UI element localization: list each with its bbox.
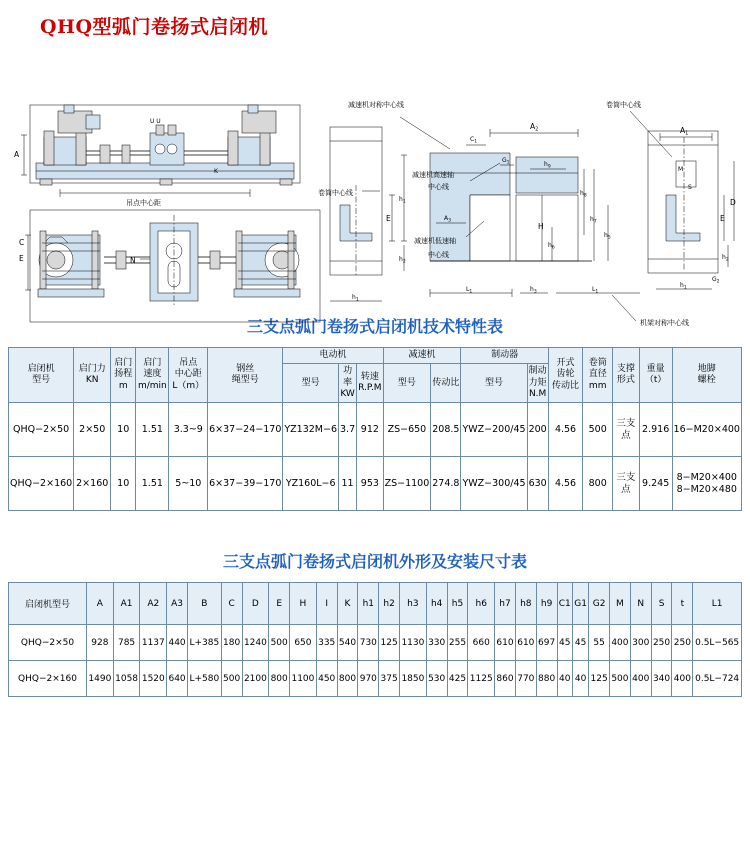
cell-b: L+580 [187,661,221,697]
spec-table-wrap [0,347,750,511]
middle-section-view [318,100,640,303]
label-frame-symmetry-centerline: 机架对称中心线 [640,319,689,327]
cell-h8: 610 [515,625,536,661]
col-reducer-ratio: 传动比 [431,364,461,403]
cell-t: 250 [672,625,693,661]
dim-e-left: E [19,254,24,263]
spacer [0,511,750,535]
cell-h1: 730 [358,625,379,661]
left-side-views [19,210,320,322]
cell-a: 928 [87,625,114,661]
cell-h9: 697 [536,625,557,661]
dim-h2-mid: $h_2$ [399,256,406,265]
dims-col-i: I [316,583,337,625]
dims-col-a2: A2 [140,583,167,625]
dims-col-h1: h1 [358,583,379,625]
cell-l1: 0.5L−724 [693,661,742,697]
col-brake-model: 型号 [461,364,527,403]
cell-e: 800 [269,661,290,697]
col-stroke: 启门 扬程 m [111,348,136,403]
dims-col-c1: C1 [557,583,572,625]
dims-col-model: 启闭机型号 [9,583,87,625]
cell-m: 400 [610,625,631,661]
table-row [9,457,742,511]
col-motor-group: 电动机 [283,348,383,364]
cell-hoist-center: 3.3~9 [169,403,208,457]
cell-brake-torque: 200 [527,403,548,457]
cell-a1: 1058 [113,661,140,697]
cell-a3: 440 [167,625,188,661]
dims-table-body [9,625,742,697]
dim-d-right: D [730,198,736,207]
cell-a2: 1520 [140,661,167,697]
cell-force: 2×50 [74,403,111,457]
col-motor-model: 型号 [283,364,339,403]
cell-s: 340 [651,661,672,697]
cell-weight: 9.245 [639,457,672,511]
cell-d: 1240 [242,625,269,661]
dim-a1: $A_1$ [680,126,689,137]
cell-h: 1100 [290,661,317,697]
dims-table-wrap [0,582,750,697]
dim-c1: $C_1$ [470,136,478,145]
dim-g1: $G_1$ [502,157,510,166]
dims-col-g1: G1 [573,583,589,625]
dim-s: S [688,184,692,191]
cell-force: 2×160 [74,457,111,511]
cell-open-gear-ratio: 4.56 [548,457,583,511]
cell-g1: 40 [573,661,589,697]
col-open-gear-ratio: 开式 齿轮 传动比 [548,348,583,403]
cell-b: L+385 [187,625,221,661]
label-drum-centerline-right: 卷筒中心线 [606,101,641,109]
dims-col-h4: h4 [426,583,447,625]
cell-h3: 1130 [400,625,427,661]
dims-table-head [9,583,742,625]
dim-e-right: E [720,214,725,223]
dims-col-e: E [269,583,290,625]
dim-a-left: A [14,150,20,159]
col-hoist-center: 吊点 中心距 L（m） [169,348,208,403]
cell-reducer-model: ZS−650 [383,403,431,457]
col-rope-model: 钢丝 绳型号 [208,348,283,403]
dim-a2: $A_2$ [530,122,539,133]
dims-table [8,582,742,697]
spec-table-title: 三支点弧门卷扬式启闭机技术特性表 [246,317,503,336]
col-motor-power: 功率 KW [339,364,357,403]
cell-speed: 1.51 [136,457,169,511]
cell-weight: 2.916 [639,403,672,457]
page-title: QHQ型弧门卷扬式启闭机 [40,16,269,38]
label-reducer-lowspeed-shaft-2: 中心线 [428,251,449,259]
cell-motor-power: 3.7 [339,403,357,457]
cell-brake-torque: 630 [527,457,548,511]
cell-a2: 1137 [140,625,167,661]
cell-h9: 880 [536,661,557,697]
col-model: 启闭机 型号 [9,348,74,403]
col-drum-dia: 卷筒 直径 mm [583,348,613,403]
col-force: 启门力 KN [74,348,111,403]
dims-col-h9: h9 [536,583,557,625]
cell-a3: 640 [167,661,188,697]
cell-h5: 425 [447,661,468,697]
col-support-type: 支撑 形式 [613,348,640,403]
cell-s: 250 [651,625,672,661]
cell-h2: 375 [379,661,400,697]
dims-col-h6: h6 [468,583,495,625]
dim-a3: $A_3$ [444,215,451,224]
dims-header-row [9,583,742,625]
dim-h7: $h_7$ [590,216,597,225]
cell-stroke: 10 [111,457,136,511]
spec-table [8,347,742,511]
cell-c1: 45 [557,625,572,661]
cell-k: 540 [337,625,358,661]
cell-c1: 40 [557,661,572,697]
dims-col-h8: h8 [515,583,536,625]
cell-h5: 255 [447,625,468,661]
cell-anchor-bolt: 8−M20×400 8−M20×480 [672,457,741,511]
col-brake-group: 制动器 [461,348,548,364]
cell-h4: 330 [426,625,447,661]
label-drum-centerline: 卷筒中心线 [318,189,353,197]
cell-e: 500 [269,625,290,661]
dims-col-n: N [630,583,651,625]
cell-brake-model: YWZ−300/45 [461,457,527,511]
cell-anchor-bolt: 16−M20×400 [672,403,741,457]
table-row [9,625,742,661]
dims-col-h2: h2 [379,583,400,625]
dims-col-h3: h3 [400,583,427,625]
cell-motor-power: 11 [339,457,357,511]
cell-drum-dia: 500 [583,403,613,457]
dim-c-left: C [19,238,25,247]
cell-model: QHQ−2×50 [9,403,74,457]
cell-h6: 1125 [468,661,495,697]
dim-h1-bottom: $h_1$ [352,294,359,303]
table-row [9,403,742,457]
cell-g2: 55 [589,625,610,661]
spec-table-head [9,348,742,403]
cell-support-type: 三支点 [613,403,640,457]
dim-h9: $h_9$ [544,161,551,170]
cell-n: 400 [630,661,651,697]
col-speed: 启门 速度 m/min [136,348,169,403]
cell-rope-model: 6×37−39−170 [208,457,283,511]
cell-reducer-ratio: 208.5 [431,403,461,457]
label-hoist-center-distance: 吊点中心距 [126,199,161,207]
col-anchor-bolt: 地脚 螺栓 [672,348,741,403]
dims-col-b: B [187,583,221,625]
dims-col-a1: A1 [113,583,140,625]
cell-reducer-model: ZS−1100 [383,457,431,511]
cell-h7: 860 [495,661,516,697]
dim-g2: $G_2$ [712,276,720,285]
col-weight: 重量 （t） [639,348,672,403]
dim-h1-mid: $h_1$ [399,196,406,205]
dims-col-g2: G2 [589,583,610,625]
cell-stroke: 10 [111,403,136,457]
dims-col-h5: h5 [447,583,468,625]
dims-col-t: t [672,583,693,625]
cell-model: QHQ−2×50 [9,625,87,661]
dim-h8: $h_8$ [580,190,587,199]
cell-h: 650 [290,625,317,661]
label-k-small: K [214,168,218,175]
dims-col-k: K [337,583,358,625]
dim-m: M [678,166,684,173]
label-reducer-symmetry-centerline: 减速机对称中心线 [348,101,404,109]
dim-h5: $h_5$ [604,232,611,241]
dims-col-a3: A3 [167,583,188,625]
cell-motor-model: YZ160L−6 [283,457,339,511]
cell-brake-model: YWZ−200/45 [461,403,527,457]
cell-open-gear-ratio: 4.56 [548,403,583,457]
cell-i: 335 [316,625,337,661]
cell-speed: 1.51 [136,403,169,457]
label-reducer-highspeed-shaft-2: 中心线 [428,183,449,191]
spec-table-body [9,403,742,511]
cell-m: 500 [610,661,631,697]
left-plan-view [14,105,300,207]
label-reducer-highspeed-shaft-1: 减速机高速轴 [412,171,454,179]
dims-col-l1: L1 [693,583,742,625]
cell-l1: 0.5L−565 [693,625,742,661]
cell-h2: 125 [379,625,400,661]
col-motor-speed: 转速 R.P.M [357,364,383,403]
dim-h: H [538,222,544,231]
cell-d: 2100 [242,661,269,697]
dims-col-h7: h7 [495,583,516,625]
label-reducer-lowspeed-shaft-1: 减速机低速轴 [414,237,456,245]
cell-a1: 785 [113,625,140,661]
dim-h2-right: $h_2$ [722,254,729,263]
cell-reducer-ratio: 274.8 [431,457,461,511]
col-reducer-model: 型号 [383,364,431,403]
cell-g1: 45 [573,625,589,661]
cell-h6: 660 [468,625,495,661]
dim-e-mid: E [386,214,391,223]
cell-motor-speed: 953 [357,457,383,511]
cell-g2: 125 [589,661,610,697]
col-reducer-group: 减速机 [383,348,461,364]
cell-n: 300 [630,625,651,661]
cell-model: QHQ−2×160 [9,661,87,697]
cell-h7: 610 [495,625,516,661]
dims-col-h: H [290,583,317,625]
cell-h8: 770 [515,661,536,697]
cell-drum-dia: 800 [583,457,613,511]
dims-col-d: D [242,583,269,625]
dims-col-s: S [651,583,672,625]
dim-n: N [130,256,136,265]
cell-rope-model: 6×37−24−170 [208,403,283,457]
dims-col-m: M [610,583,631,625]
cell-a: 1490 [87,661,114,697]
cell-motor-speed: 912 [357,403,383,457]
cell-h1: 970 [358,661,379,697]
cell-h4: 530 [426,661,447,697]
cell-c: 180 [221,625,242,661]
cell-hoist-center: 5~10 [169,457,208,511]
col-brake-torque: 制动 力矩N.M [527,364,548,403]
dim-h1-right: $h_1$ [680,282,687,291]
cell-t: 400 [672,661,693,697]
cell-motor-model: YZ132M−6 [283,403,339,457]
cell-model: QHQ−2×160 [9,457,74,511]
cell-i: 450 [316,661,337,697]
cell-c: 500 [221,661,242,697]
dims-col-a: A [87,583,114,625]
spec-header-row-1 [9,348,742,364]
dim-h3: $h_3$ [530,286,537,295]
dim-l1-right: $L_1$ [592,286,599,295]
cell-support-type: 三支点 [613,457,640,511]
table-row [9,661,742,697]
dims-table-title: 三支点弧门卷扬式启闭机外形及安装尺寸表 [222,552,527,571]
dims-col-c: C [221,583,242,625]
cell-k: 800 [337,661,358,697]
drum-letters: U U [150,118,161,125]
cell-h3: 1850 [400,661,427,697]
dim-l1: $L_1$ [466,286,473,295]
dim-h6: $h_6$ [548,242,555,251]
